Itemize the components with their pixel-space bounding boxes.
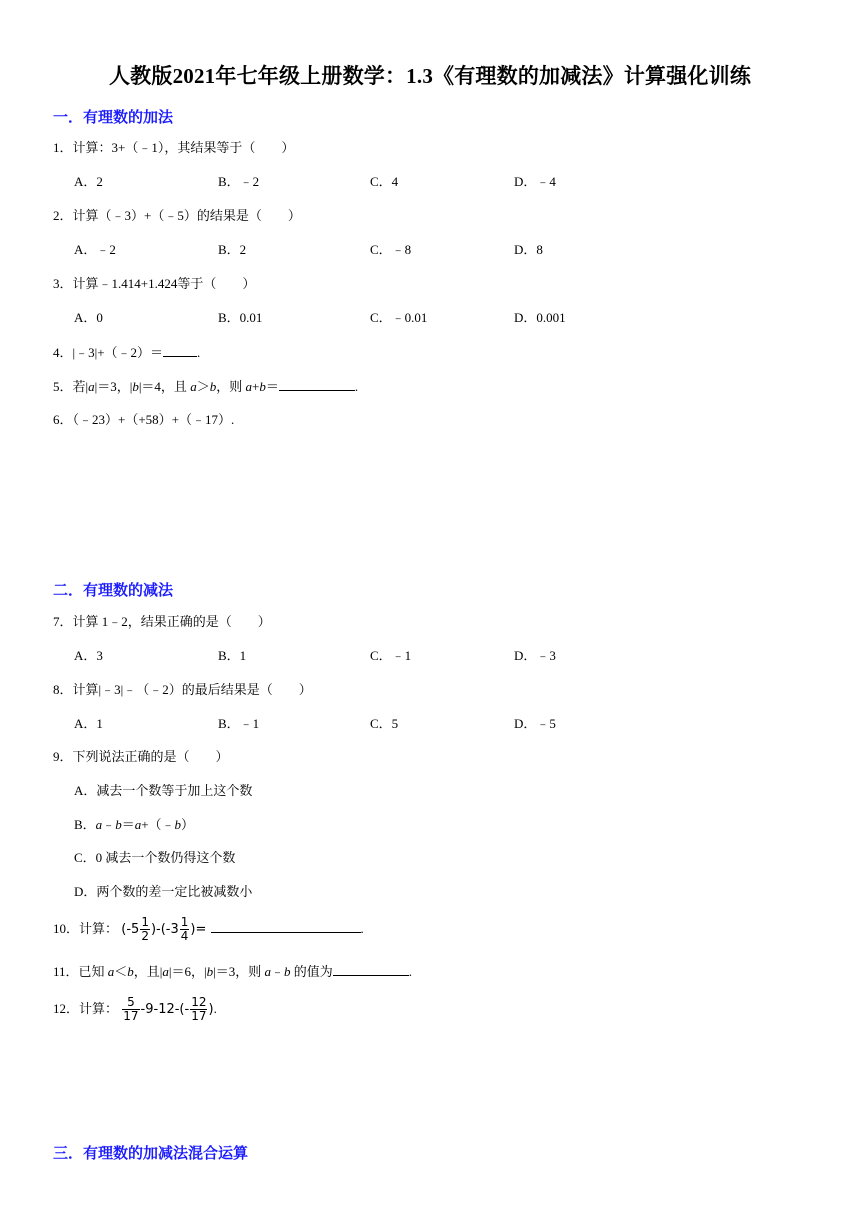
question-11 xyxy=(53,961,412,982)
q5-text: |＝3，| xyxy=(94,379,133,394)
section-heading-mixed: 三．有理数的加减法混合运算 xyxy=(53,1146,249,1162)
q11-text: |＝3，则 xyxy=(213,964,265,979)
op: ） xyxy=(181,817,195,832)
question-2-stem: 2．计算（﹣3）+（﹣5）的结果是（ ） xyxy=(53,208,301,223)
question-8-option-b: B．﹣1 xyxy=(218,716,260,731)
numerator: 5 xyxy=(127,995,135,1009)
q5-text: ，则 xyxy=(216,379,246,394)
q5-text: 5．若| xyxy=(53,379,89,394)
numerator: 12 xyxy=(191,995,207,1009)
var-b: b xyxy=(284,964,291,979)
expr-part: ) xyxy=(208,1002,214,1017)
question-2-option-c: C．﹣8 xyxy=(370,242,412,257)
question-7-option-c: C．﹣1 xyxy=(370,648,412,663)
question-9-option-d: D．两个数的差一定比被减数小 xyxy=(74,884,253,899)
question-8-option-c: C．5 xyxy=(370,716,399,731)
question-9-stem: 9．下列说法正确的是（ ） xyxy=(53,749,229,764)
question-1-option-c: C．4 xyxy=(370,174,399,189)
question-9-option-a: A．减去一个数等于加上这个数 xyxy=(74,783,253,798)
var-a: a xyxy=(95,817,103,832)
question-5 xyxy=(53,376,358,397)
question-12 xyxy=(53,994,217,1025)
expr-part: )-(-3 xyxy=(150,922,179,937)
answer-blank xyxy=(279,376,355,391)
var-a: a xyxy=(162,964,169,979)
section-heading-subtraction: 二．有理数的减法 xyxy=(53,583,174,599)
fraction-half xyxy=(140,916,150,943)
question-1-option-b: B．﹣2 xyxy=(218,174,260,189)
page-title: 人教版2021年七年级上册数学：1.3《有理数的加减法》计算强化训练 xyxy=(108,64,752,88)
question-3-option-b: B．0.01 xyxy=(218,310,263,325)
question-7-option-d: D．﹣3 xyxy=(514,648,556,663)
question-7-option-a: A．3 xyxy=(74,648,103,663)
question-label: 12．计算： xyxy=(53,1001,119,1016)
question-label: 10．计算： xyxy=(53,921,119,936)
question-4 xyxy=(53,342,200,363)
section-heading-addition: 一．有理数的加法 xyxy=(53,110,174,126)
q5-text: . xyxy=(354,379,359,394)
question-10 xyxy=(53,914,364,945)
question-3-option-c: C．﹣0.01 xyxy=(370,310,428,325)
answer-blank xyxy=(333,961,409,976)
numerator: 1 xyxy=(141,915,149,929)
answer-blank xyxy=(163,342,197,357)
op: ＝ xyxy=(121,817,135,832)
q11-text: . xyxy=(408,964,413,979)
question-3-option-d: D．0.001 xyxy=(514,310,566,325)
expr-part: )= xyxy=(190,922,207,937)
op: ﹣ xyxy=(102,817,116,832)
fraction-twelve-seventeenths xyxy=(190,996,207,1023)
q11-text: ﹣ xyxy=(270,964,284,979)
var-a: a xyxy=(264,964,271,979)
question-1-option-d: D．﹣4 xyxy=(514,174,556,189)
denominator: 17 xyxy=(123,1009,139,1023)
q11-text: 11．已知 xyxy=(53,964,108,979)
question-9-option-b xyxy=(74,815,194,835)
q5-text: + xyxy=(251,379,260,394)
question-6-stem: 6．（﹣23）+（+58）+（﹣17）. xyxy=(53,412,235,427)
denominator: 17 xyxy=(191,1009,207,1023)
q11-text: |＝6，| xyxy=(168,964,207,979)
fraction-five-seventeenths xyxy=(122,996,139,1023)
var-b: b xyxy=(174,817,182,832)
question-7-stem: 7．计算 1﹣2，结果正确的是（ ） xyxy=(53,614,271,629)
question-9-option-c: C．0 减去一个数仍得这个数 xyxy=(74,850,236,865)
expr-part: (-5 xyxy=(121,922,140,937)
var-a: a xyxy=(134,817,142,832)
question-1-stem: 1．计算：3+（﹣1），其结果等于（ ） xyxy=(53,140,295,155)
question-7-option-b: B．1 xyxy=(218,648,247,663)
q11-text: 的值为 xyxy=(290,964,333,979)
question-4-stem: 4．|﹣3|+（﹣2）＝ xyxy=(53,345,164,360)
option-label: B． xyxy=(74,817,96,832)
question-8-option-a: A．1 xyxy=(74,716,103,731)
denominator: 4 xyxy=(180,929,189,943)
answer-blank xyxy=(211,918,361,933)
math-expression xyxy=(121,995,214,1023)
question-2-option-a: A．﹣2 xyxy=(74,242,116,257)
var-a: a xyxy=(88,379,95,394)
q11-text: ，且| xyxy=(133,964,163,979)
q5-text: |＝4，且 xyxy=(138,379,191,394)
q5-text: ＝ xyxy=(265,379,279,394)
var-b: b xyxy=(259,379,266,394)
var-a: a xyxy=(107,964,115,979)
math-expression xyxy=(121,915,210,943)
question-end: . xyxy=(360,921,364,936)
question-8-stem: 8．计算|﹣3|﹣（﹣2）的最后结果是（ ） xyxy=(53,682,312,697)
question-2-option-b: B．2 xyxy=(218,242,247,257)
question-1-option-a: A．2 xyxy=(74,174,103,189)
expr-part: -9-12-(- xyxy=(140,1002,190,1017)
var-a: a xyxy=(190,379,197,394)
question-end: . xyxy=(213,1001,217,1016)
var-a: a xyxy=(245,379,252,394)
var-b: b xyxy=(115,817,122,832)
question-8-option-d: D．﹣5 xyxy=(514,716,556,731)
op: +（﹣ xyxy=(141,817,175,832)
var-b: b xyxy=(127,964,134,979)
var-b: b xyxy=(132,379,139,394)
q5-text: ＞ xyxy=(196,379,210,394)
fraction-quarter xyxy=(180,916,190,943)
numerator: 1 xyxy=(180,915,189,929)
question-2-option-d: D．8 xyxy=(514,242,543,257)
denominator: 2 xyxy=(141,929,149,943)
question-3-option-a: A．0 xyxy=(74,310,103,325)
q11-text: ＜ xyxy=(114,964,128,979)
question-4-end: . xyxy=(197,345,201,360)
var-b: b xyxy=(206,964,214,979)
question-3-stem: 3．计算﹣1.414+1.424等于（ ） xyxy=(53,276,256,291)
var-b: b xyxy=(209,379,217,394)
